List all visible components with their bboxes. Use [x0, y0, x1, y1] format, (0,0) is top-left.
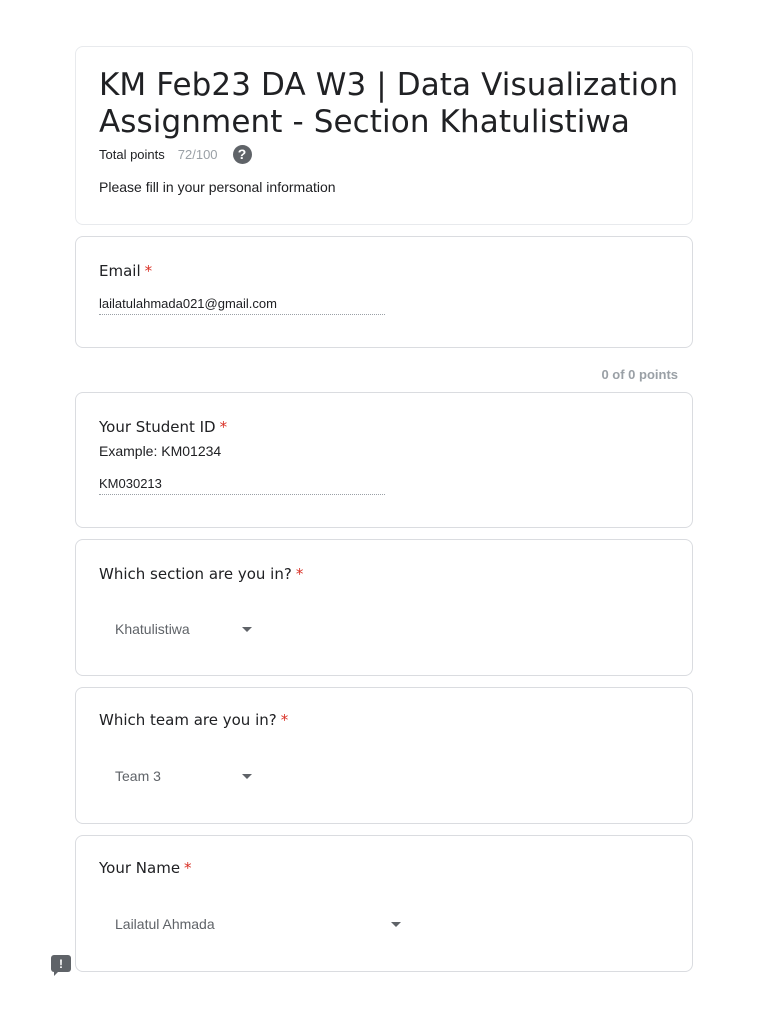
- form-header-card: [75, 46, 693, 225]
- required-asterisk: *: [184, 859, 192, 877]
- question-card-team: [75, 687, 693, 824]
- section-select-value: Khatulistiwa: [115, 621, 190, 637]
- required-asterisk: *: [280, 711, 289, 729]
- question-title-name: [99, 859, 192, 877]
- section-select[interactable]: [115, 620, 255, 638]
- required-asterisk: *: [144, 262, 153, 280]
- question-card-email: [75, 236, 693, 348]
- question-card-name: [75, 835, 693, 972]
- question-title-text: Which team are you in?: [99, 711, 277, 729]
- question-help-text: Example: KM01234: [99, 443, 222, 459]
- section-points-label: 0 of 0 points: [601, 367, 678, 382]
- question-title-text: Email: [99, 262, 141, 280]
- total-points-value: 72/100: [177, 146, 218, 162]
- team-select[interactable]: [115, 767, 255, 785]
- email-answer: lailatulahmada021@gmail.com: [99, 296, 385, 315]
- caret-down-icon[interactable]: [242, 774, 252, 779]
- question-title-student-id: [99, 418, 227, 436]
- question-mark-circle-icon[interactable]: ?: [233, 145, 252, 164]
- question-card-student-id: [75, 392, 693, 528]
- name-select-value: Lailatul Ahmada: [115, 916, 215, 932]
- question-title-text: Your Name: [99, 859, 181, 877]
- form-description: Please fill in your personal information: [99, 179, 336, 195]
- student-id-answer: KM030213: [99, 476, 385, 495]
- total-points-label: Total points: [99, 146, 165, 162]
- form-title: KM Feb23 DA W3 | Data Visualization Assignment - Section Khatulistiwa: [99, 67, 679, 140]
- team-select-value: Team 3: [115, 768, 161, 784]
- report-feedback-icon[interactable]: !: [51, 955, 71, 972]
- question-title-text: Your Student ID: [99, 418, 216, 436]
- caret-down-icon[interactable]: [391, 922, 401, 927]
- total-points-row: [99, 144, 252, 164]
- question-card-section: [75, 539, 693, 676]
- name-select[interactable]: [115, 915, 405, 933]
- question-title-email: [99, 262, 152, 280]
- question-title-team: [99, 711, 288, 729]
- question-title-text: Which section are you in?: [99, 565, 292, 583]
- required-asterisk: *: [295, 565, 304, 583]
- question-title-section: [99, 565, 303, 583]
- caret-down-icon[interactable]: [242, 627, 252, 632]
- required-asterisk: *: [219, 418, 228, 436]
